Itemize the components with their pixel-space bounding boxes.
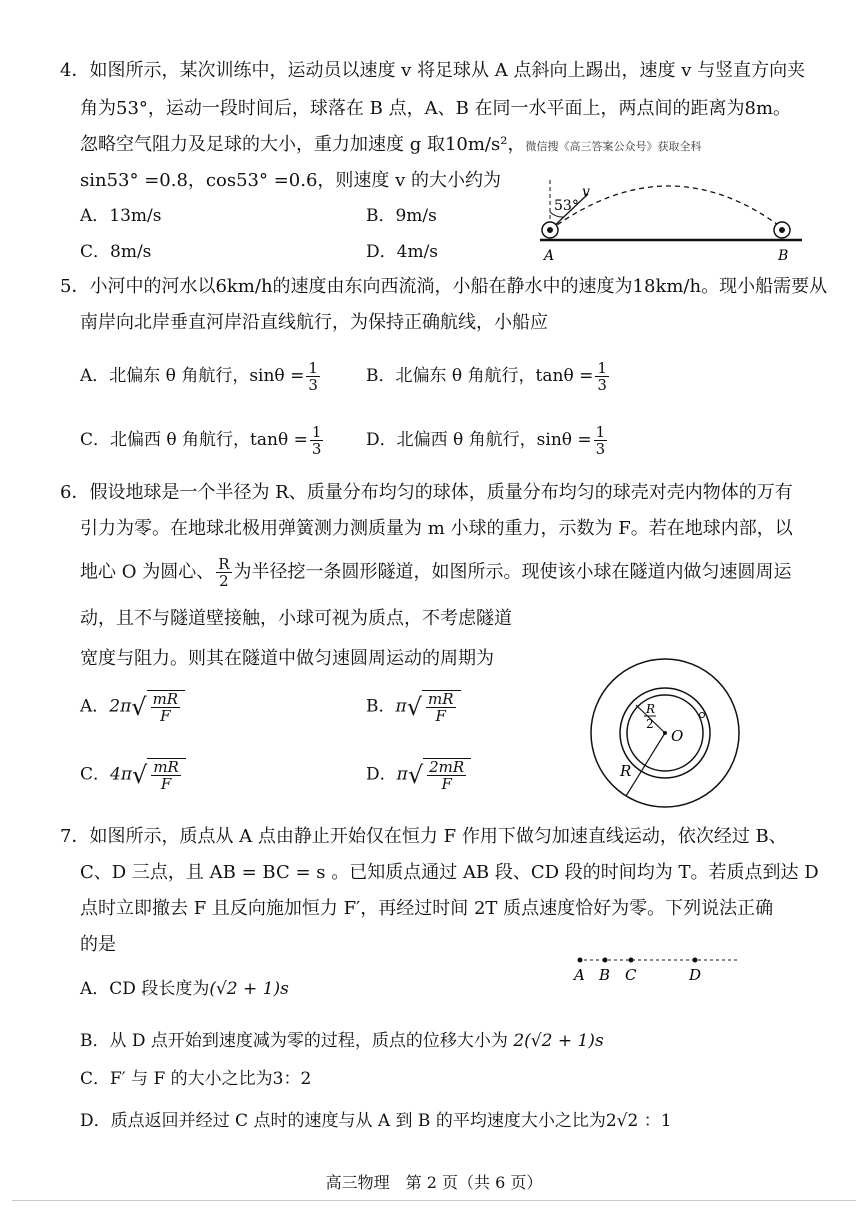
q7-option-d-text: D．质点返回并经过 C 点时的速度与从 A 到 B 的平均速度大小之比为 <box>80 1111 606 1131</box>
q6-earth-tunnel-figure <box>588 658 743 808</box>
q4-watermark-note: 微信搜《高三答案公众号》获取全科 <box>525 140 702 153</box>
footer-divider <box>12 1200 856 1201</box>
q6-option-b[interactable]: B．π√ $\frac{mR}{F}$ <box>366 690 461 724</box>
q4-option-c[interactable]: C．8m/s <box>80 242 152 262</box>
point-b-label: B <box>778 248 789 264</box>
q7-option-b-expr: 2(√2 + 1)s <box>513 1031 604 1051</box>
r-half-den: 2 <box>646 717 654 731</box>
q5-line1: 5．小河中的河水以6km/h的速度由东向西流淌，小船在静水中的速度为18km/h。现小船需要从 <box>60 276 828 297</box>
q4-option-d[interactable]: D．4m/s <box>366 242 439 262</box>
q4-line4: sin53° =0.8，cos53° =0.6，则速度 v 的大小约为 <box>80 170 502 191</box>
q7-option-b[interactable] <box>80 1030 604 1052</box>
point-d-label: D <box>689 966 702 984</box>
angle-label: 53° <box>554 198 579 214</box>
center-o-label: O <box>671 727 684 745</box>
q4-line3 <box>80 134 701 158</box>
q7-option-a-text: A．CD 段长度为 <box>80 979 210 999</box>
fraction: $\frac{1}{3}$ <box>597 359 607 394</box>
q6-option-d[interactable]: D．π√ $\frac{2mR}{F}$ <box>366 758 471 792</box>
q7-option-b-text: B．从 D 点开始到速度减为零的过程，质点的位移大小为 <box>80 1031 508 1051</box>
small-ball-icon <box>700 713 705 718</box>
q7-option-a-expr: (√2 + 1)s <box>209 979 289 999</box>
point-a-label: A <box>544 248 555 264</box>
q6-line4: 动，且不与隧道壁接触，小球可视为质点，不考虑隧道 <box>80 608 512 629</box>
q4-line2: 角为53°，运动一段时间后，球落在 B 点，A、B 在同一水平面上，两点间的距离为8m。 <box>80 98 792 119</box>
fraction: $\frac{1}{3}$ <box>311 423 322 458</box>
q6-line3 <box>80 556 792 589</box>
q7-line2: C、D 三点，且 AB = BC = s 。已知质点通过 AB 段、CD 段的时间均为 T。若质点到达 D <box>80 862 819 883</box>
q6-line2: 引力为零。在地球北极用弹簧测力测质量为 m 小球的重力，示数为 F。若在地球内部，以 <box>80 518 793 539</box>
point-b-label: B <box>599 966 611 984</box>
q5-option-b[interactable] <box>366 360 611 393</box>
q7-option-c[interactable]: C．F′ 与 F 的大小之比为3：2 <box>80 1069 312 1089</box>
q7-line1: 7．如图所示，质点从 A 点由静止开始仅在恒力 F 作用下做匀加速直线运动，依次经过 B、 <box>60 826 787 847</box>
q6-option-a[interactable]: A．2π√ $\frac{mR}{F}$ <box>80 690 185 724</box>
q6-line5: 宽度与阻力。则其在隧道中做匀速圆周运动的周期为 <box>80 648 494 669</box>
fraction: $\frac{1}{3}$ <box>595 423 606 458</box>
fraction-r-half: $\frac{R}{2}$ <box>218 555 230 590</box>
center-dot <box>663 731 667 735</box>
q5-option-c-text: C．北偏西 θ 角航行，tanθ = <box>80 430 308 450</box>
point-a-label: A <box>574 966 585 984</box>
q5-option-a-text: A．北偏东 θ 角航行，sinθ = <box>80 366 305 386</box>
q5-option-d-text: D．北偏西 θ 角航行，sinθ = <box>366 430 592 450</box>
q5-option-b-text: B．北偏东 θ 角航行，tanθ = <box>366 366 594 386</box>
v-label: v <box>582 184 590 200</box>
q5-line2: 南岸向北岸垂直河岸沿直线航行，为保持正确航线，小船应 <box>80 312 548 333</box>
q7-option-a[interactable] <box>80 978 289 1000</box>
q5-option-a[interactable] <box>80 360 322 393</box>
q6-option-c[interactable]: C．4π√ $\frac{mR}{F}$ <box>80 758 186 792</box>
q5-option-c[interactable] <box>80 424 325 457</box>
r-label: R <box>620 762 632 780</box>
q6-line3-part2: 为半径挖一条圆形隧道，如图所示。现使该小球在隧道内做匀速圆周运 <box>233 561 792 583</box>
q4-option-a[interactable]: A．13m/s <box>80 206 162 226</box>
page-footer: 高三物理 第 2 页（共 6 页） <box>325 1173 543 1192</box>
fraction: $\frac{1}{3}$ <box>308 359 318 394</box>
q4-line3-text: 忽略空气阻力及足球的大小，重力加速度 g 取10m/s²， <box>80 134 526 155</box>
q5-option-d[interactable] <box>366 424 609 457</box>
q7-line-figure <box>568 948 748 988</box>
q7-line4: 的是 <box>80 934 116 955</box>
q4-trajectory-figure <box>530 172 810 267</box>
q4-line1: 4．如图所示，某次训练中，运动员以速度 v 将足球从 A 点斜向上踢出，速度 v 与竖直方向夹 <box>60 60 806 81</box>
r-half-num: R <box>646 702 656 716</box>
q4-option-b[interactable]: B．9m/s <box>366 206 437 226</box>
q6-line3-part1: 地心 O 为圆心、 <box>80 561 215 583</box>
point-c-label: C <box>625 966 637 984</box>
q7-option-d-expr: 2√2 ：1 <box>605 1111 672 1131</box>
q7-line3: 点时立即撤去 F 且反向施加恒力 F′，再经过时间 2T 质点速度恰好为零。下列说法正确 <box>80 898 774 919</box>
q7-option-d[interactable] <box>80 1110 672 1132</box>
q6-line1: 6．假设地球是一个半径为 R、质量分布均匀的球体，质量分布均匀的球壳对壳内物体的万有 <box>60 482 793 503</box>
